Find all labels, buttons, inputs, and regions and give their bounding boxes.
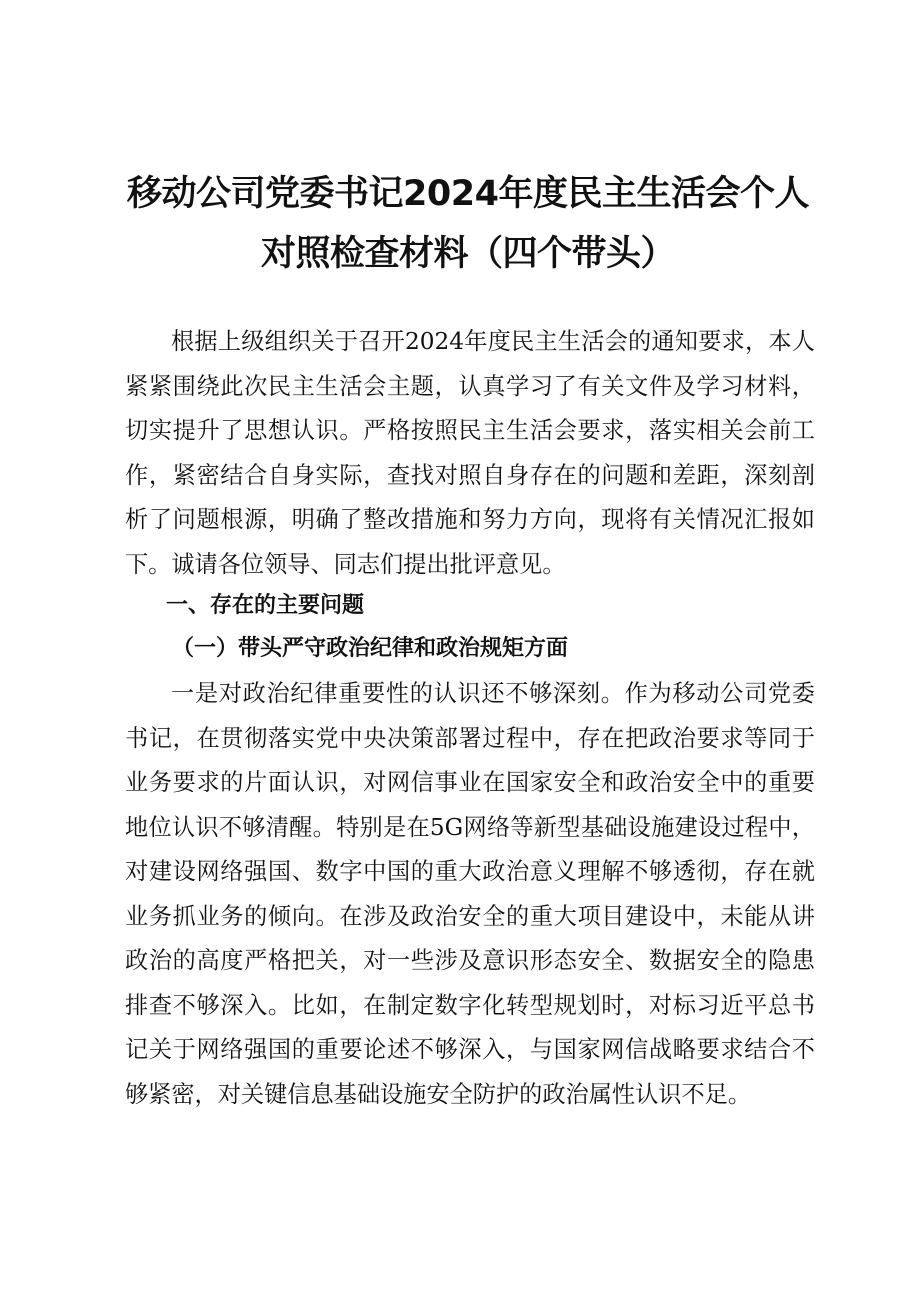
intro-paragraph: 根据上级组织关于召开2024年度民主生活会的通知要求，本人紧紧围绕此次民主生活会主题，认真学习了有关文件及学习材料，切实提升了思想认识。严格按照民主生活会要求，落实相关会前工作，紧密结合自身实际，查找对照自身存在的问题和差距，深刻剖析了问题根源，明确了整改措施和努力方向，现将有关情况汇报如下。诚请各位领导、同志们提出批评意见。 bbox=[125, 328, 815, 578]
document-title-line-2: 对照检查材料（四个带头） bbox=[260, 234, 675, 274]
document-title bbox=[118, 164, 818, 284]
document-title-line-1: 移动公司党委书记2024年度民主生活会个人 bbox=[127, 174, 809, 214]
section-heading: 一、存在的主要问题 bbox=[166, 593, 365, 618]
intro-paragraph-block bbox=[125, 320, 815, 587]
subsection-paragraph: 一是对政治纪律重要性的认识还不够深刻。作为移动公司党委书记，在贯彻落实党中央决策部署过程中，存在把政治要求等同于业务要求的片面认识，对网信事业在国家安全和政治安全中的重要地位认识不够清醒。特别是在5G网络等新型基础设施建设过程中，对建设网络强国、数字中国的重大政治意义理解不够透彻，存在就业务抓业务的倾向。在涉及政治安全的重大项目建设中，未能从讲政治的高度严格把关，对一些涉及意识形态安全、数据安全的隐患排查不够深入。比如，在制定数字化转型规划时，对标习近平总书记关于网络强国的重要论述不够深入，与国家网信战略要求结合不够紧密，对关键信息基础设施安全防护的政治属性认识不足。 bbox=[125, 680, 815, 1108]
subsection-heading: （一）带头严守政治纪律和政治规矩方面 bbox=[172, 635, 569, 661]
subsection-paragraph-block bbox=[125, 672, 815, 1117]
